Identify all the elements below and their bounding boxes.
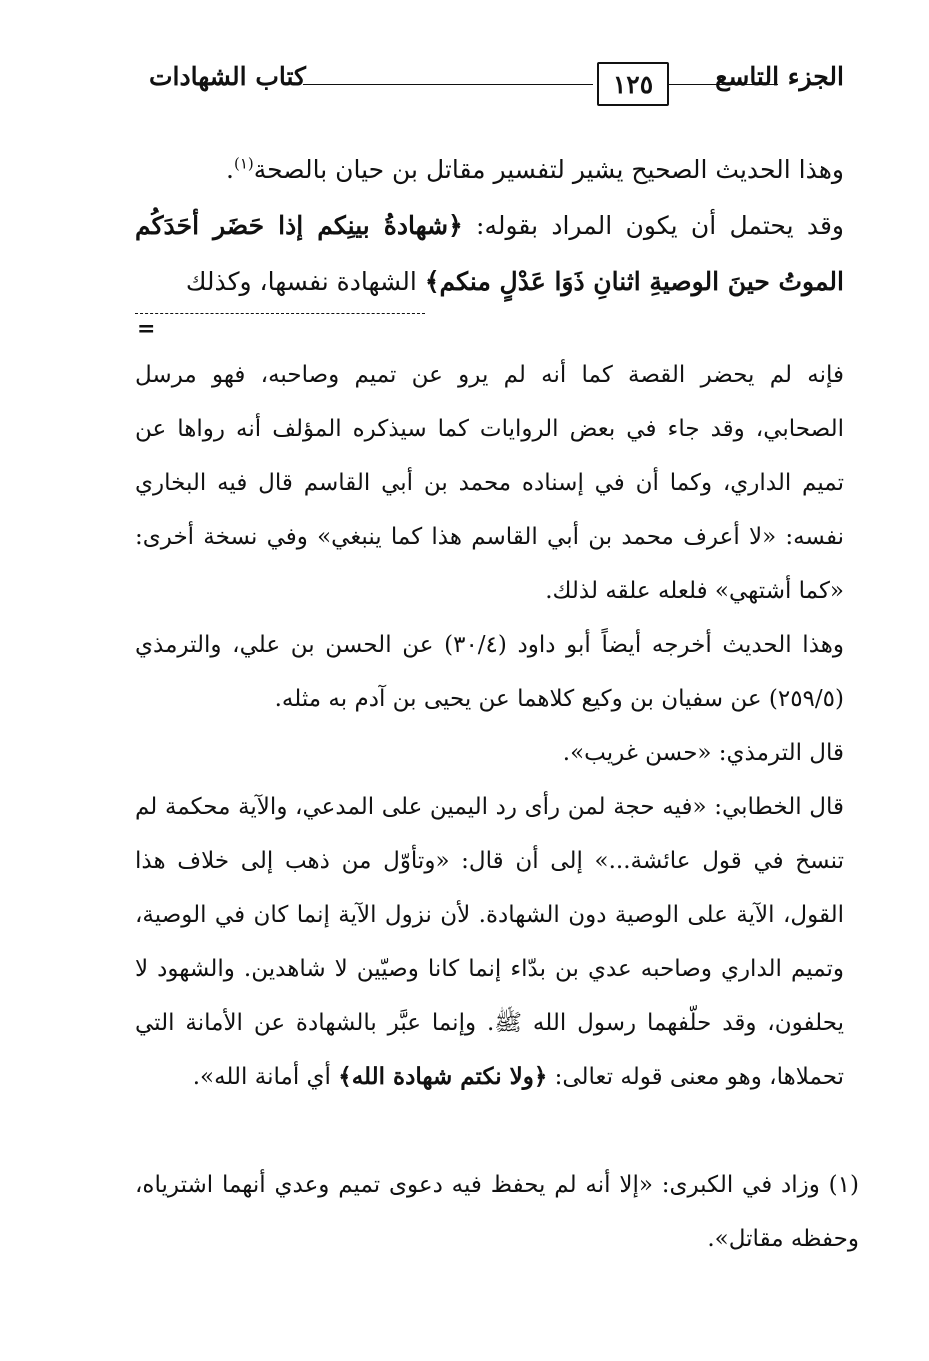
volume-title: الجزء التاسع <box>715 62 844 91</box>
header-rule-left <box>303 84 593 85</box>
footnote-reference: (١) <box>233 154 254 173</box>
commentary-paragraph-4 <box>135 780 844 1104</box>
main-paragraph-1-text: وهذا الحديث الصحيح يشير لتفسير مقاتل بن حيان بالصحة <box>253 155 844 184</box>
continuation-mark: = <box>137 316 156 342</box>
page-number-box <box>597 62 669 106</box>
commentary-text <box>135 348 844 1104</box>
commentary-paragraph-1: فإنه لم يحضر القصة كما أنه لم يرو عن تميم وصاحبه، فهو مرسل الصحابي، وقد جاء في بعض الروايات كما سيذكره المؤلف أنه رواها عن تميم الداري، وكما أن في إسناده محمد بن أبي القاسم قال فيه البخاري نفسه: «لا أعرف محمد بن أبي القاسم هذا كما ينبغي» وفي نسخة أخرى: «كما أشتهي» فلعله علقه لذلك. <box>135 362 844 604</box>
footnote-marker: (١) <box>828 1172 859 1198</box>
main-paragraph-2 <box>135 198 844 310</box>
main-paragraph-2-intro: وقد يحتمل أن يكون المراد بقوله: <box>462 211 844 240</box>
footnote-text: وزاد في الكبرى: «إلا أنه لم يحفظ فيه دعوى تميم وعدي أنهما اشترياه، وحفظه مقاتل». <box>135 1172 859 1252</box>
quran-verse-2: ﴿ولا نكتم شهادة الله﴾ <box>338 1063 548 1090</box>
footnote <box>135 1158 859 1266</box>
footnote-1 <box>135 1158 859 1266</box>
commentary-paragraph-4-end: أي أمانة الله». <box>192 1064 339 1090</box>
commentary-divider <box>135 313 425 314</box>
book-title: كتاب الشهادات <box>149 62 306 91</box>
main-paragraph-2-rest: الشهادة نفسها، وكذلك <box>185 267 425 296</box>
page-number: ١٢٥ <box>612 69 654 99</box>
commentary-paragraph-2: وهذا الحديث أخرجه أيضاً أبو داود (٣٠/٤) عن الحسن بن علي، والترمذي (٢٥٩/٥) عن سفيان بن وكيع كلاهما عن يحيى بن آدم به مثله. <box>135 632 845 712</box>
running-header <box>135 62 844 122</box>
main-text <box>135 142 844 310</box>
main-paragraph-1-end: . <box>226 155 234 184</box>
commentary-paragraph-4-text: قال الخطابي: «فيه حجة لمن رأى رد اليمين على المدعي، والآية محكمة لم تنسخ في قول عائشة...» إلى أن قال: «وتأوّل من ذهب إلى خلاف هذا القول، الآية على الوصية دون الشهادة. لأن نزول الآية إنما كان في الوصية، وتميم الداري وصاحبه عدي بن بدّاء إنما كانا وصيّين لا شاهدين. والشهود لا يحلفون، وقد حلّفهما رسول الله ﷺ. وإنما عبَّر بالشهادة عن الأمانة التي تحملاها، وهو معنى قوله تعالى: <box>135 794 844 1090</box>
header-rule-right <box>668 84 778 85</box>
main-paragraph-1 <box>135 142 844 198</box>
commentary-paragraph-3: قال الترمذي: «حسن غريب». <box>562 740 844 766</box>
quran-verse: ﴿شهادةُ بينِكم إذا حَضَر أحَدَكُم الموتُ حينَ الوصيةِ اثنانِ ذَوَا عَدْلٍ منكم﴾ <box>135 211 844 296</box>
